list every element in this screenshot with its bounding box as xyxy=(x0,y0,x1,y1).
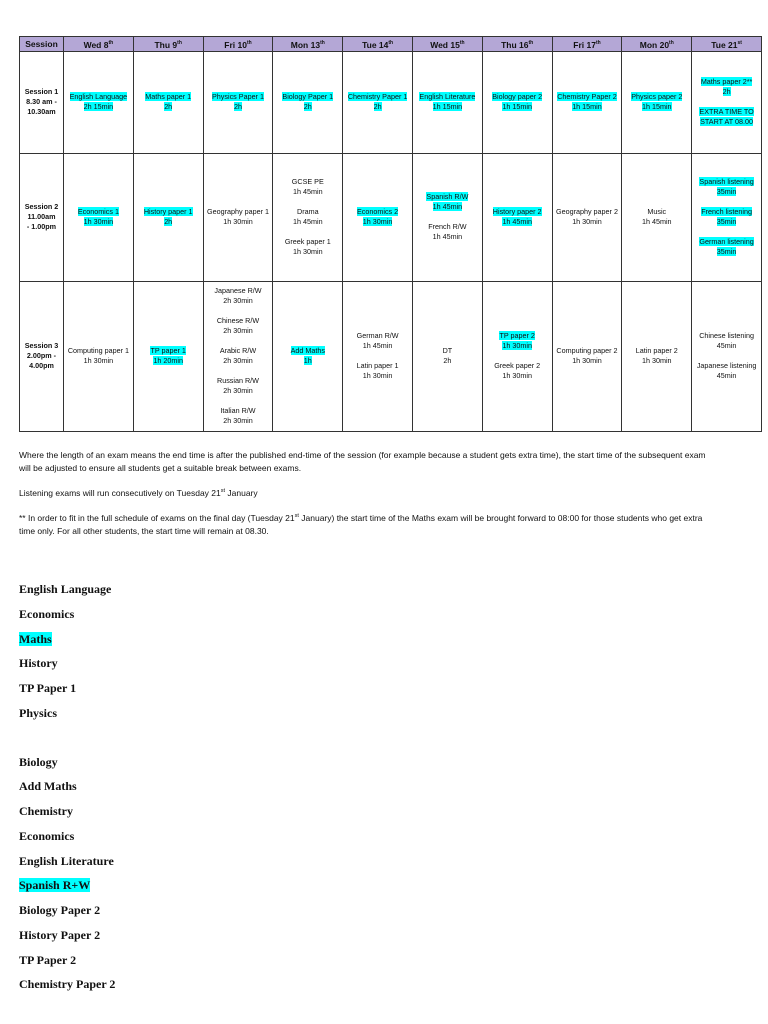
subject-item xyxy=(19,926,115,951)
exam-entry xyxy=(693,237,760,257)
exam-entry xyxy=(693,77,760,97)
exam-cell xyxy=(482,281,552,431)
subject-label: English Language xyxy=(19,582,112,596)
exam-cell xyxy=(133,153,203,281)
subject-label: History xyxy=(19,656,58,671)
session-label-line: 8.30 am - xyxy=(26,97,57,107)
exam-entry xyxy=(135,207,202,227)
column-header xyxy=(552,37,622,52)
exam-entry xyxy=(135,346,202,366)
exam-entry-line: Geography paper 1 xyxy=(207,207,269,217)
exam-entry-line: 1h 20min xyxy=(153,356,183,366)
exam-entry-line: 1h 45min xyxy=(293,187,323,197)
exam-entry-line: 35min xyxy=(716,247,737,257)
subject-label: English Literature xyxy=(19,853,114,868)
exam-cell xyxy=(692,281,762,431)
exam-cell xyxy=(412,153,482,281)
exam-entry-line: 1h 30min xyxy=(572,356,602,366)
column-header-label: Mon 13 xyxy=(290,39,321,50)
subject-label: Economics xyxy=(19,606,75,621)
subject-label: Add Maths xyxy=(19,779,77,794)
exam-entry xyxy=(414,346,481,366)
exam-entry xyxy=(274,177,341,197)
exam-entry-line: 1h 45min xyxy=(432,232,463,242)
exam-entry-line: 1h 15min xyxy=(502,102,532,112)
exam-entry-line: 2h xyxy=(373,102,382,112)
subject-label: Chemistry Paper 2 xyxy=(19,977,116,992)
subject-label: Chemistry xyxy=(19,804,73,818)
exam-entry-line: Drama xyxy=(297,207,319,217)
note-listening-sup: st xyxy=(220,488,226,494)
exam-entry-line: START AT 08.00 xyxy=(700,117,754,127)
exam-entry-line: 1h 30min xyxy=(502,371,532,381)
exam-entry-line: French listening xyxy=(701,207,752,217)
exam-entry-line: Greek paper 1 xyxy=(284,237,331,247)
column-header-suffix: th xyxy=(388,40,394,46)
exam-entry-line: 35min xyxy=(716,217,737,227)
exam-entry xyxy=(205,207,272,227)
session-row xyxy=(20,153,762,281)
exam-entry xyxy=(274,237,341,257)
exam-entry xyxy=(65,92,132,112)
column-header-suffix: th xyxy=(108,40,114,46)
subject-item xyxy=(19,630,115,655)
exam-entry-line: 45min xyxy=(716,341,737,351)
note-maths-text-end: January) the start time of the Maths exam will be brought forward to 08:00 for those students who get extra time only. For all other students, the start time will remain at 08.30. xyxy=(19,512,703,536)
exam-entry xyxy=(344,207,411,227)
session-label-line: 4.00pm xyxy=(29,361,54,371)
subject-label: Biology xyxy=(19,754,58,769)
subject-item xyxy=(19,580,115,605)
subject-item xyxy=(19,605,115,630)
session-label xyxy=(20,51,64,153)
exam-cell xyxy=(482,153,552,281)
exam-entry xyxy=(484,361,551,381)
exam-entry-line: 2h xyxy=(164,102,173,112)
exam-entry xyxy=(554,207,621,227)
exam-entry-line: Maths paper 1 xyxy=(145,92,192,102)
column-header xyxy=(20,37,64,52)
exam-entry-line: Spanish listening xyxy=(699,177,754,187)
exam-entry-line: 2h xyxy=(233,102,242,112)
exam-entry-line: 1h 30min xyxy=(223,217,253,227)
exam-cell xyxy=(273,153,343,281)
exam-entry xyxy=(65,207,132,227)
column-header-label: Wed 8 xyxy=(83,39,109,50)
subject-label: History Paper 2 xyxy=(19,927,101,942)
exam-cell xyxy=(203,51,273,153)
exam-entry-line: 45min xyxy=(716,371,737,381)
exam-entry-line: Greek paper 2 xyxy=(494,361,541,371)
subject-item xyxy=(19,654,115,679)
exam-cell xyxy=(273,51,343,153)
exam-cell xyxy=(343,51,413,153)
column-header-label: Thu 9 xyxy=(154,39,178,50)
exam-cell xyxy=(273,281,343,431)
column-header-suffix: th xyxy=(246,40,252,46)
exam-entry xyxy=(344,92,411,112)
exam-entry-line: Physics paper 2 xyxy=(631,92,683,102)
exam-entry-line: Geography paper 2 xyxy=(556,207,618,217)
session-label-line: 11.00am xyxy=(27,212,56,222)
exam-entry xyxy=(205,406,272,426)
session-label-line: - 1.00pm xyxy=(26,222,57,232)
subject-item xyxy=(19,679,115,704)
exam-entry-line: Economics 1 xyxy=(77,207,119,217)
subject-item xyxy=(19,753,115,778)
timetable-header-row xyxy=(20,37,762,52)
exam-entry xyxy=(274,207,341,227)
exam-entry xyxy=(344,331,411,351)
exam-entry xyxy=(344,361,411,381)
exam-cell xyxy=(692,153,762,281)
column-header-label: Wed 15 xyxy=(430,39,460,50)
exam-cell xyxy=(64,281,134,431)
exam-entry-line: German R/W xyxy=(356,331,399,341)
exam-entry-line: 1h 30min xyxy=(572,217,602,227)
exam-entry-line: 2h 30min xyxy=(223,356,253,366)
column-header xyxy=(273,37,343,52)
note-extra-time: Where the length of an exam means the end time is after the published end-time of the session (for example because a student gets extra time), the start time of the subsequent exam will be adjusted to ensure all students get a suitable break between exams. xyxy=(19,450,706,473)
exam-entry-line: Arabic R/W xyxy=(219,346,257,356)
subject-item xyxy=(19,876,115,901)
exam-entry-line: Physics Paper 1 xyxy=(212,92,264,102)
exam-entry xyxy=(274,92,341,112)
exam-cell xyxy=(203,153,273,281)
exam-cell xyxy=(692,51,762,153)
column-header-suffix: th xyxy=(177,40,182,46)
exam-entry xyxy=(554,92,621,112)
exam-entry-line: 1h 30min xyxy=(502,341,532,351)
exam-entry-line: 1h 45min xyxy=(293,217,323,227)
exam-entry-line: GCSE PE xyxy=(291,177,324,187)
exam-entry xyxy=(274,346,341,366)
exam-entry-line: Russian R/W xyxy=(217,376,259,386)
exam-entry-line: EXTRA TIME TO xyxy=(699,107,754,117)
exam-entry-line: 2h 30min xyxy=(223,416,253,426)
exam-entry xyxy=(205,286,272,306)
exam-cell xyxy=(552,153,622,281)
exam-entry-line: DT xyxy=(442,346,453,356)
column-header-label: Mon 20 xyxy=(639,39,670,50)
column-header-suffix: th xyxy=(595,40,601,46)
session-label-line: 10.30am xyxy=(27,107,56,117)
column-header xyxy=(482,37,552,52)
exam-entry-line: 1h 15min xyxy=(641,102,672,112)
subject-item xyxy=(19,852,115,877)
exam-entry-line: Japanese R/W xyxy=(214,286,262,296)
exam-entry-line: Music xyxy=(647,207,667,217)
session-row xyxy=(20,51,762,153)
exam-entry-line: 1h xyxy=(303,356,312,366)
timetable-body xyxy=(20,51,762,431)
exam-entry xyxy=(484,92,551,112)
exam-entry xyxy=(623,346,690,366)
column-header-label: Fri 17 xyxy=(573,39,596,50)
exam-entry-line: 2h xyxy=(443,356,452,366)
exam-entry-line: Computing paper 2 xyxy=(556,346,618,356)
subject-label: Maths xyxy=(19,631,52,646)
exam-cell xyxy=(622,51,692,153)
column-header-label: Session xyxy=(25,38,58,49)
exam-cell xyxy=(622,281,692,431)
note-listening-text: Listening exams will run consecutively on Tuesday 21 xyxy=(19,487,221,498)
column-header-label: Thu 16 xyxy=(501,39,529,50)
exam-entry xyxy=(205,376,272,396)
exam-cell xyxy=(552,281,622,431)
exam-entry xyxy=(205,346,272,366)
exam-entry-line: 1h 30min xyxy=(362,371,393,381)
exam-entry xyxy=(414,192,481,212)
exam-entry-line: Biology Paper 1 xyxy=(282,92,334,102)
subject-item xyxy=(19,777,115,802)
exam-cell xyxy=(343,153,413,281)
exam-entry xyxy=(693,207,760,227)
exam-entry-line: Biology paper 2 xyxy=(492,92,543,102)
exam-entry-line: Add Maths xyxy=(290,346,325,356)
session-label-line: Session 2 xyxy=(24,202,59,212)
subject-label: TP Paper 2 xyxy=(19,952,77,967)
exam-entry-line: TP paper 1 xyxy=(150,346,186,356)
exam-entry-line: 1h 45min xyxy=(432,202,463,212)
exam-entry-line: 1h 45min xyxy=(641,217,672,227)
exam-entry-line: Latin paper 1 xyxy=(356,361,399,371)
column-header-suffix: th xyxy=(528,40,534,46)
session-label-line: 2.00pm - xyxy=(26,351,57,361)
exam-cell xyxy=(343,281,413,431)
exam-entry xyxy=(205,92,272,112)
exam-entry-line: Chinese R/W xyxy=(216,316,260,326)
exam-entry-line: Chemistry Paper 1 xyxy=(347,92,408,102)
column-header-suffix: th xyxy=(459,40,465,46)
exam-entry-line: History paper 2 xyxy=(492,207,542,217)
subject-list xyxy=(19,580,115,1000)
column-header-suffix: th xyxy=(320,40,325,46)
subject-item xyxy=(19,802,115,827)
session-label-line: Session 3 xyxy=(24,341,59,351)
exam-cell xyxy=(482,51,552,153)
column-header-suffix: st xyxy=(737,40,742,46)
exam-entry xyxy=(135,92,202,112)
subject-item xyxy=(19,975,115,1000)
note-maths-text: ** In order to fit in the full schedule of exams on the final day (Tuesday 21 xyxy=(19,512,295,523)
subject-label: TP Paper 1 xyxy=(19,681,77,695)
exam-entry-line: French R/W xyxy=(428,222,467,232)
note-maths-start xyxy=(19,510,719,538)
subject-label: Spanish R+W xyxy=(19,878,91,893)
exam-entry-line: Spanish R/W xyxy=(426,192,469,202)
exam-entry xyxy=(693,331,760,351)
exam-entry xyxy=(414,92,481,112)
exam-entry-line: Italian R/W xyxy=(220,406,256,416)
exam-entry-line: Japanese listening xyxy=(696,361,757,371)
session-row xyxy=(20,281,762,431)
exam-entry-line: 1h 45min xyxy=(362,341,393,351)
exam-entry-line: 2h 15min xyxy=(83,102,114,112)
column-header-suffix: th xyxy=(669,40,674,46)
column-header xyxy=(64,37,134,52)
column-header xyxy=(133,37,203,52)
column-header xyxy=(692,37,762,52)
subject-item xyxy=(19,951,115,976)
column-header xyxy=(343,37,413,52)
exam-entry xyxy=(65,346,132,366)
exam-entry-line: 2h xyxy=(303,102,312,112)
exam-entry-line: English Literature xyxy=(419,92,476,102)
exam-entry-line: 2h xyxy=(722,87,731,97)
subject-item xyxy=(19,704,115,729)
exam-entry-line: Economics 2 xyxy=(357,207,399,217)
subject-item xyxy=(19,901,115,926)
column-header xyxy=(622,37,692,52)
column-header-label: Tue 21 xyxy=(711,39,738,50)
exam-cell xyxy=(133,281,203,431)
exam-entry xyxy=(414,222,481,242)
subject-label: Economics xyxy=(19,828,75,843)
note-listening-text-end: January xyxy=(225,487,258,498)
note-maths-sup: st xyxy=(294,512,299,519)
exam-entry xyxy=(623,207,690,227)
exam-cell xyxy=(64,51,134,153)
exam-entry xyxy=(484,207,551,227)
exam-cell xyxy=(412,281,482,431)
exam-entry-line: History paper 1 xyxy=(143,207,193,217)
exam-entry xyxy=(693,107,760,127)
column-header-label: Fri 10 xyxy=(224,39,247,50)
exam-entry-line: 1h 15min xyxy=(432,102,463,112)
column-header xyxy=(203,37,273,52)
exam-entry-line: 2h 30min xyxy=(223,296,253,306)
exam-cell xyxy=(64,153,134,281)
exam-cell xyxy=(133,51,203,153)
subject-label: Biology Paper 2 xyxy=(19,903,101,917)
exam-entry xyxy=(693,361,760,381)
exam-entry xyxy=(484,331,551,351)
exam-entry-line: Maths paper 2** xyxy=(700,77,753,87)
exam-entry xyxy=(693,177,760,197)
exam-entry-line: Computing paper 1 xyxy=(67,346,129,356)
exam-entry-line: 1h 30min xyxy=(83,217,114,227)
session-label-line: Session 1 xyxy=(24,87,59,97)
exam-entry xyxy=(205,316,272,336)
exam-entry-line: Latin paper 2 xyxy=(635,346,678,356)
exam-entry xyxy=(554,346,621,366)
exam-entry-line: 2h 30min xyxy=(223,386,253,396)
exam-entry-line: 1h 30min xyxy=(293,247,323,257)
exam-entry xyxy=(623,92,690,112)
column-header xyxy=(412,37,482,52)
exam-entry-line: 2h 30min xyxy=(223,326,253,336)
exam-cell xyxy=(552,51,622,153)
exam-timetable xyxy=(19,36,762,432)
exam-entry-line: English Language xyxy=(69,92,128,102)
exam-entry-line: 1h 45min xyxy=(502,217,532,227)
exam-entry-line: 2h xyxy=(164,217,173,227)
note-listening xyxy=(19,485,719,500)
exam-entry-line: 1h 30min xyxy=(83,356,114,366)
session-label xyxy=(20,281,64,431)
exam-entry-line: German listening xyxy=(699,237,754,247)
exam-entry-line: Chemistry Paper 2 xyxy=(557,92,617,102)
subject-item xyxy=(19,827,115,852)
exam-cell xyxy=(412,51,482,153)
exam-entry-line: 35min xyxy=(716,187,737,197)
exam-cell xyxy=(203,281,273,431)
exam-entry-line: Chinese listening xyxy=(699,331,754,341)
column-header-label: Tue 14 xyxy=(362,39,389,50)
exam-entry-line: 1h 15min xyxy=(572,102,602,112)
exam-entry-line: 1h 30min xyxy=(362,217,393,227)
exam-entry-line: 1h 30min xyxy=(641,356,672,366)
exam-entry-line: TP paper 2 xyxy=(499,331,535,341)
notes-section xyxy=(19,449,719,548)
exam-cell xyxy=(622,153,692,281)
subject-label: Physics xyxy=(19,705,58,720)
session-label xyxy=(20,153,64,281)
